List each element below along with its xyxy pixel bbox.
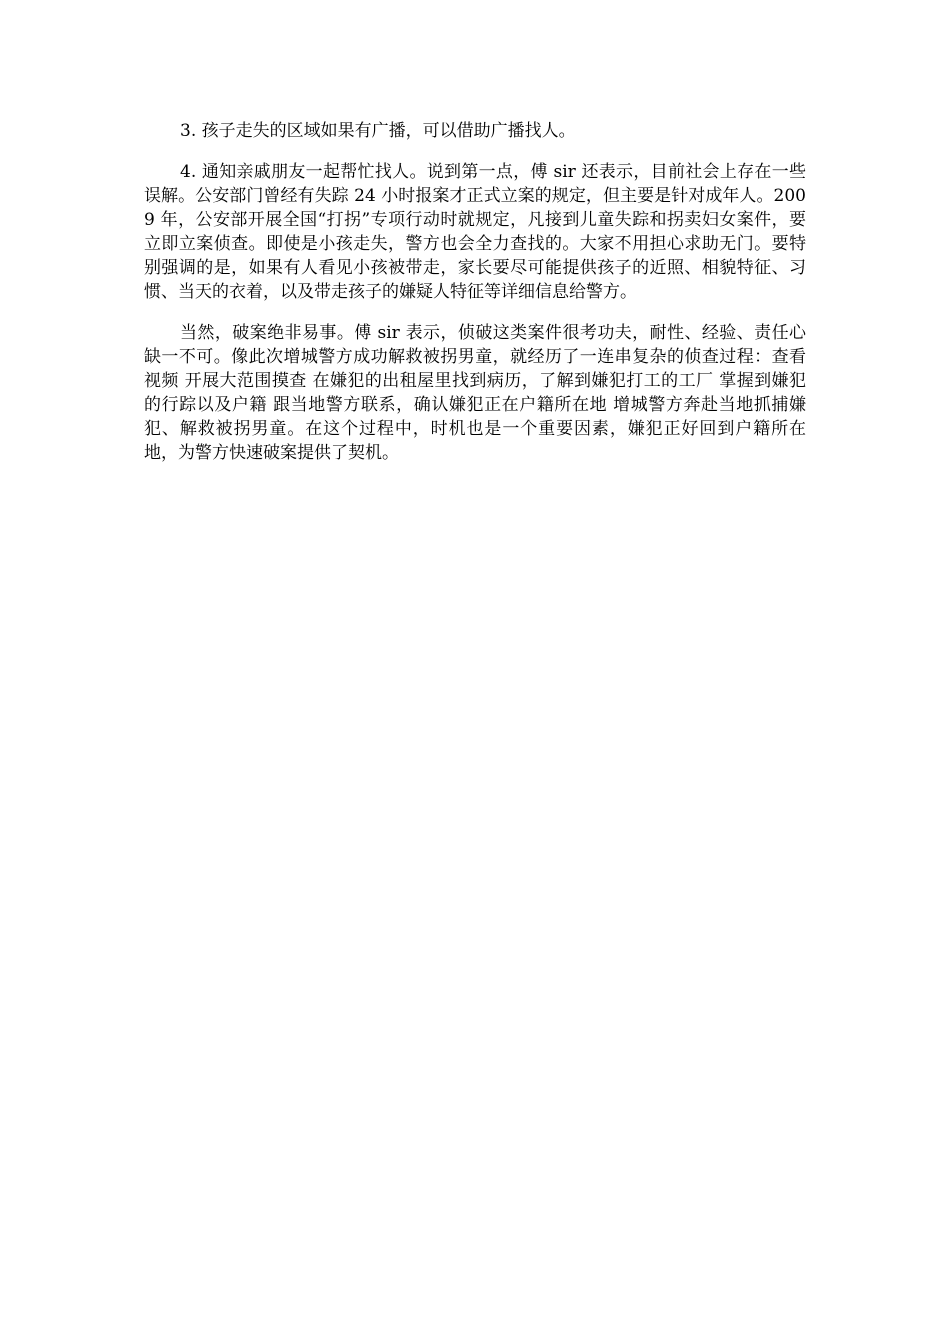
document-body bbox=[144, 119, 806, 482]
paragraph-item-3: 3. 孩子走失的区域如果有广播，可以借助广播找人。 bbox=[180, 121, 576, 141]
paragraph-case-solving: 当然，破案绝非易事。傅 sir 表示，侦破这类案件很考功夫，耐性、经验、责任心缺一不可。像此次增城警方成功解救被拐男童，就经历了一连串复杂的侦查过程：查看视频 开展大范围摸查 在嫌犯的出租屋里找到病历，了解到嫌犯打工的工厂 掌握到嫌犯的行踪以及户籍 跟当地警方联系，确认嫌犯正在户籍所在地 增城警方奔赴当地抓捕嫌犯、解救被拐男童。在这个过程中，时机也是一个重要因素，嫌犯正好回到户籍所在地，为警方快速破案提供了契机。 bbox=[144, 323, 806, 463]
paragraph-item-4: 4. 通知亲戚朋友一起帮忙找人。说到第一点，傅 sir 还表示，目前社会上存在一些误解。公安部门曾经有失踪 24 小时报案才正式立案的规定，但主要是针对成年人。2009 年，公安部开展全国“打拐”专项行动时就规定，凡接到儿童失踪和拐卖妇女案件，要立即立案侦查。即使是小孩走失，警方也会全力查找的。大家不用担心求助无门。要特别强调的是，如果有人看见小孩被带走，家长要尽可能提供孩子的近照、相貌特征、习惯、当天的衣着，以及带走孩子的嫌疑人特征等详细信息给警方。 bbox=[144, 162, 806, 302]
